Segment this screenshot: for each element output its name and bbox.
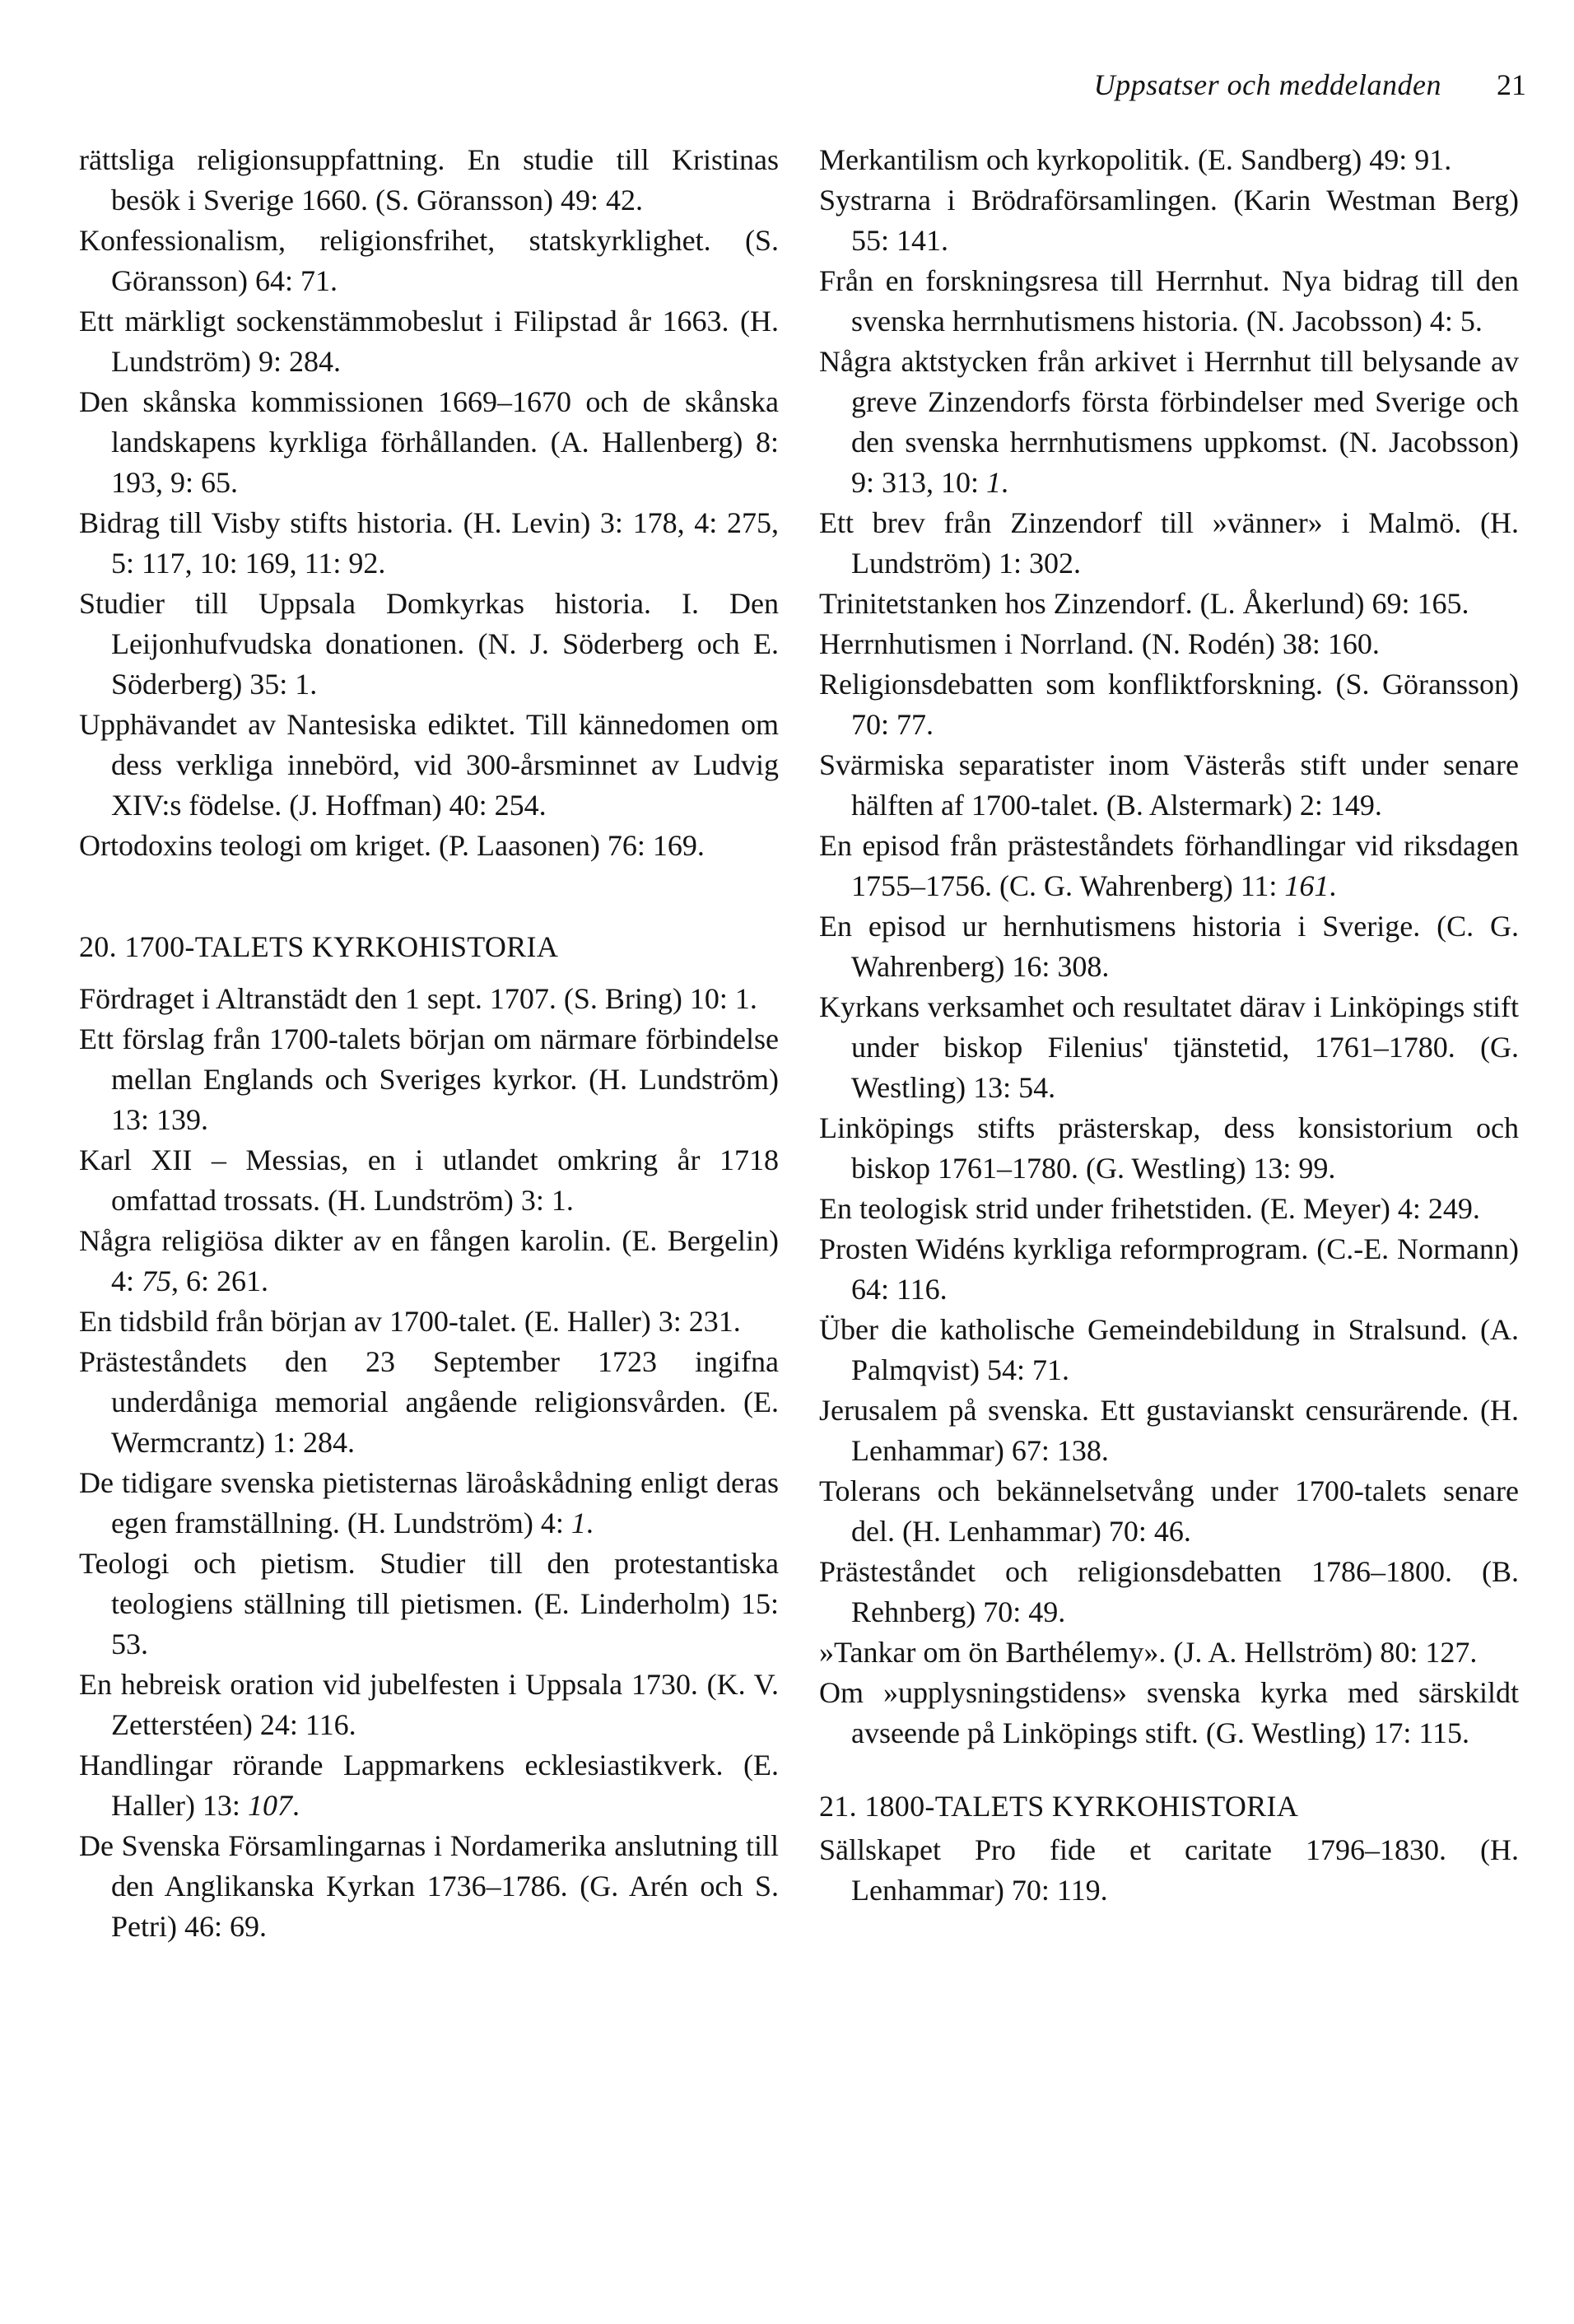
bibliography-entry: En tidsbild från början av 1700-talet. (E. Haller) 3: 231.	[79, 1305, 741, 1338]
section-heading-20: 20. 1700-TALETS KYRKOHISTORIA	[79, 930, 559, 963]
bibliography-entry	[79, 1463, 779, 1544]
entry-text: .	[585, 1507, 594, 1539]
bibliography-entry: Karl XII – Messias, en i utlandet omkring år 1718 omfattad trossats. (H. Lundström) 3: 1.	[79, 1143, 779, 1217]
bibliography-entry: Linköpings stifts prästerskap, dess konsistorium och biskop 1761–1780. (G. Westling) 13: 99.	[819, 1111, 1519, 1185]
bibliography-entry: Jerusalem på svenska. Ett gustavianskt censurärende. (H. Lenhammar) 67: 138.	[819, 1394, 1519, 1467]
bibliography-entry: Religionsdebatten som konfliktforskning. (S. Göransson) 70: 77.	[819, 668, 1519, 741]
bibliography-entry: En teologisk strid under frihetstiden. (E. Meyer) 4: 249.	[819, 1192, 1480, 1225]
entry-italic-page: 107	[247, 1789, 292, 1822]
bibliography-entry: En episod ur hernhutismens historia i Sverige. (C. G. Wahrenberg) 16: 308.	[819, 910, 1519, 983]
bibliography-entry: En hebreisk oration vid jubelfesten i Uppsala 1730. (K. V. Zetterstéen) 24: 116.	[79, 1668, 779, 1741]
bibliography-entry: Svärmiska separatister inom Västerås stift under senare hälften af 1700-talet. (B. Alstermark) 2: 149.	[819, 748, 1519, 822]
bibliography-entry: Kyrkans verksamhet och resultatet därav i Linköpings stift under biskop Filenius' tjänstetid, 1761–1780. (G. Westling) 13: 54.	[819, 990, 1519, 1104]
bibliography-entry: Prästeståndets den 23 September 1723 ingifna underdåniga memorial angående religionsvården. (E. Wermcrantz) 1: 284.	[79, 1345, 779, 1459]
entry-list	[819, 1830, 1519, 1911]
entry-list	[819, 140, 1519, 1753]
bibliography-entry: Från en forskningsresa till Herrnhut. Nya bidrag till den svenska herrnhutismens historia. (N. Jacobsson) 4: 5.	[819, 264, 1519, 338]
bibliography-entry: Prästeståndet och religionsdebatten 1786–1800. (B. Rehnberg) 70: 49.	[819, 1555, 1519, 1628]
entry-text: De tidigare svenska pietisternas läroåskådning enligt deras egen framställning. (H. Lundström) 4:	[79, 1466, 779, 1539]
entry-italic-page: 75	[142, 1264, 172, 1297]
bibliography-entry	[79, 1221, 779, 1302]
bibliography-entry: Ortodoxins teologi om kriget. (P. Laasonen) 76: 169.	[79, 829, 705, 862]
bibliography-entry: Prosten Widéns kyrkliga reformprogram. (C.-E. Normann) 64: 116.	[819, 1232, 1519, 1306]
bibliography-entry: Studier till Uppsala Domkyrkas historia. I. Den Leijonhufvudska donationen. (N. J. Söderberg och E. Söderberg) 35: 1.	[79, 587, 779, 701]
bibliography-entry: De Svenska Församlingarnas i Nordamerika anslutning till den Anglikanska Kyrkan 1736–1786. (G. Arén och S. Petri) 46: 69.	[79, 1829, 779, 1943]
entry-text: Några religiösa dikter av en fången karolin. (E. Bergelin) 4:	[79, 1224, 779, 1297]
section-heading-21: 21. 1800-TALETS KYRKOHISTORIA	[819, 1790, 1299, 1823]
bibliography-entry: Om »upplysningstidens» svenska kyrka med särskildt avseende på Linköpings stift. (G. Westling) 17: 115.	[819, 1676, 1519, 1749]
entry-text: , 6: 261.	[171, 1264, 269, 1297]
right-column	[819, 140, 1519, 1911]
bibliography-entry: Merkantilism och kyrkopolitik. (E. Sandberg) 49: 91.	[819, 143, 1452, 176]
bibliography-entry: Ett förslag från 1700-talets början om närmare förbindelse mellan Englands och Sveriges kyrkor. (H. Lundström) 13: 139.	[79, 1022, 779, 1136]
entry-italic-page: 1	[986, 466, 1002, 499]
entry-list	[79, 979, 779, 1947]
running-title: Uppsatser och meddelanden	[1093, 68, 1441, 101]
bibliography-entry: Über die katholische Gemeindebildung in Stralsund. (A. Palmqvist) 54: 71.	[819, 1313, 1519, 1386]
entry-italic-page: 1	[570, 1507, 586, 1539]
bibliography-entry: Herrnhutismen i Norrland. (N. Rodén) 38: 160.	[819, 627, 1380, 660]
bibliography-entry: Tolerans och bekännelsetvång under 1700-talets senare del. (H. Lenhammar) 70: 46.	[819, 1474, 1519, 1548]
entry-text: Handlingar rörande Lappmarkens ecklesiastikverk. (E. Haller) 13:	[79, 1749, 779, 1822]
bibliography-entry: Sällskapet Pro fide et caritate 1796–1830. (H. Lenhammar) 70: 119.	[819, 1833, 1519, 1907]
bibliography-entry: Den skånska kommissionen 1669–1670 och de skånska landskapens kyrkliga förhållanden. (A. Hallenberg) 8: 193, 9: 65.	[79, 385, 779, 499]
bibliography-entry: rättsliga religionsuppfattning. En studie till Kristinas besök i Sverige 1660. (S. Göransson) 49: 42.	[79, 143, 779, 217]
running-head	[1094, 64, 1526, 105]
bibliography-entry: Fördraget i Altranstädt den 1 sept. 1707. (S. Bring) 10: 1.	[79, 982, 757, 1015]
entry-italic-page: 161	[1284, 869, 1330, 902]
bibliography-entry: Ett märkligt sockenstämmobeslut i Filipstad år 1663. (H. Lundström) 9: 284.	[79, 305, 779, 378]
bibliography-entry: Teologi och pietism. Studier till den protestantiska teologiens ställning till pietismen. (E. Linderholm) 15: 53.	[79, 1547, 779, 1660]
entry-text: .	[291, 1789, 300, 1822]
entry-text: .	[1001, 466, 1009, 499]
bibliography-entry: Konfessionalism, religionsfrihet, statskyrklighet. (S. Göransson) 64: 71.	[79, 224, 779, 297]
bibliography-entry	[79, 1745, 779, 1826]
bibliography-entry	[819, 342, 1519, 503]
bibliography-entry: Systrarna i Brödraförsamlingen. (Karin Westman Berg) 55: 141.	[819, 184, 1519, 257]
entry-list	[79, 140, 779, 866]
page-number: 21	[1497, 68, 1526, 101]
entry-text: .	[1329, 869, 1337, 902]
bibliography-entry	[819, 826, 1519, 906]
left-column	[79, 140, 779, 1947]
bibliography-entry: Upphävandet av Nantesiska ediktet. Till kännedomen om dess verkliga innebörd, vid 300-årsminnet av Ludvig XIV:s födelse. (J. Hoffman) 40: 254.	[79, 708, 779, 822]
entry-text: En episod från prästeståndets förhandlingar vid riksdagen 1755–1756. (C. G. Wahrenberg) 11:	[819, 829, 1519, 902]
entry-text: Några aktstycken från arkivet i Herrnhut till belysande av greve Zinzendorfs första förbindelser med Sverige och den svenska herrnhutismens uppkomst. (N. Jacobsson) 9: 313, 10:	[819, 345, 1519, 499]
bibliography-entry: Bidrag till Visby stifts historia. (H. Levin) 3: 178, 4: 275, 5: 117, 10: 169, 11: 92.	[79, 506, 779, 580]
bibliography-entry: Ett brev från Zinzendorf till »vänner» i Malmö. (H. Lundström) 1: 302.	[819, 506, 1519, 580]
bibliography-entry: »Tankar om ön Barthélemy». (J. A. Hellström) 80: 127.	[819, 1636, 1478, 1669]
bibliography-entry: Trinitetstanken hos Zinzendorf. (L. Åkerlund) 69: 165.	[819, 587, 1469, 620]
